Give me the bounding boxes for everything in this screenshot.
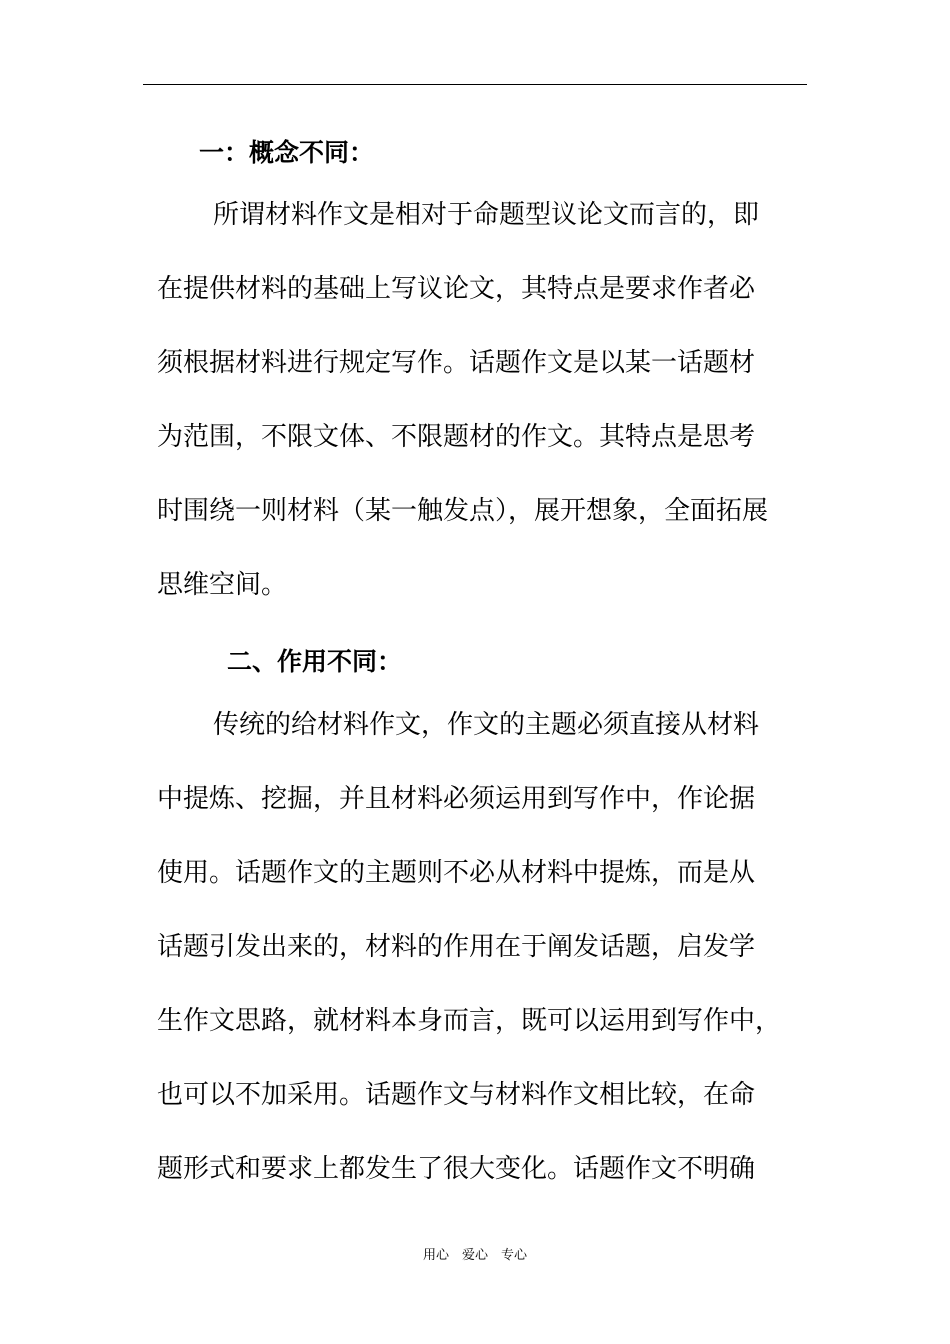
paragraph-2-line-5: 生作文思路，就材料本身而言，既可以运用到写作中，: [157, 1006, 782, 1036]
page-footer: 用心 爱心 专心: [422, 1248, 527, 1263]
paragraph-1-line-6: 思维空间。: [157, 570, 288, 600]
paragraph-1-line-5: 时围绕一则材料（某一触发点），展开想象，全面拓展: [157, 496, 769, 526]
section-2-heading: 二、作用不同：: [227, 647, 403, 676]
paragraph-2-line-4: 话题引发出来的，材料的作用在于阐发话题，启发学: [157, 932, 756, 962]
paragraph-1-line-4: 为范围，不限文体、不限题材的作文。其特点是思考: [157, 422, 756, 452]
header-rule: [143, 84, 807, 85]
paragraph-1-line-1: 所谓材料作文是相对于命题型议论文而言的，即: [213, 200, 760, 230]
paragraph-2-line-2: 中提炼、挖掘，并且材料必须运用到写作中，作论据: [157, 784, 756, 814]
paragraph-2-line-7: 题形式和要求上都发生了很大变化。话题作文不明确: [157, 1154, 756, 1184]
paragraph-2-line-1: 传统的给材料作文，作文的主题必须直接从材料: [213, 710, 760, 740]
paragraph-1-line-3: 须根据材料进行规定写作。话题作文是以某一话题材: [157, 348, 756, 378]
paragraph-2-line-6: 也可以不加采用。话题作文与材料作文相比较，在命: [157, 1080, 756, 1110]
paragraph-1-line-2: 在提供材料的基础上写议论文，其特点是要求作者必: [157, 274, 756, 304]
paragraph-2-line-3: 使用。话题作文的主题则不必从材料中提炼，而是从: [157, 858, 756, 888]
section-1-heading: 一：概念不同：: [199, 138, 375, 167]
